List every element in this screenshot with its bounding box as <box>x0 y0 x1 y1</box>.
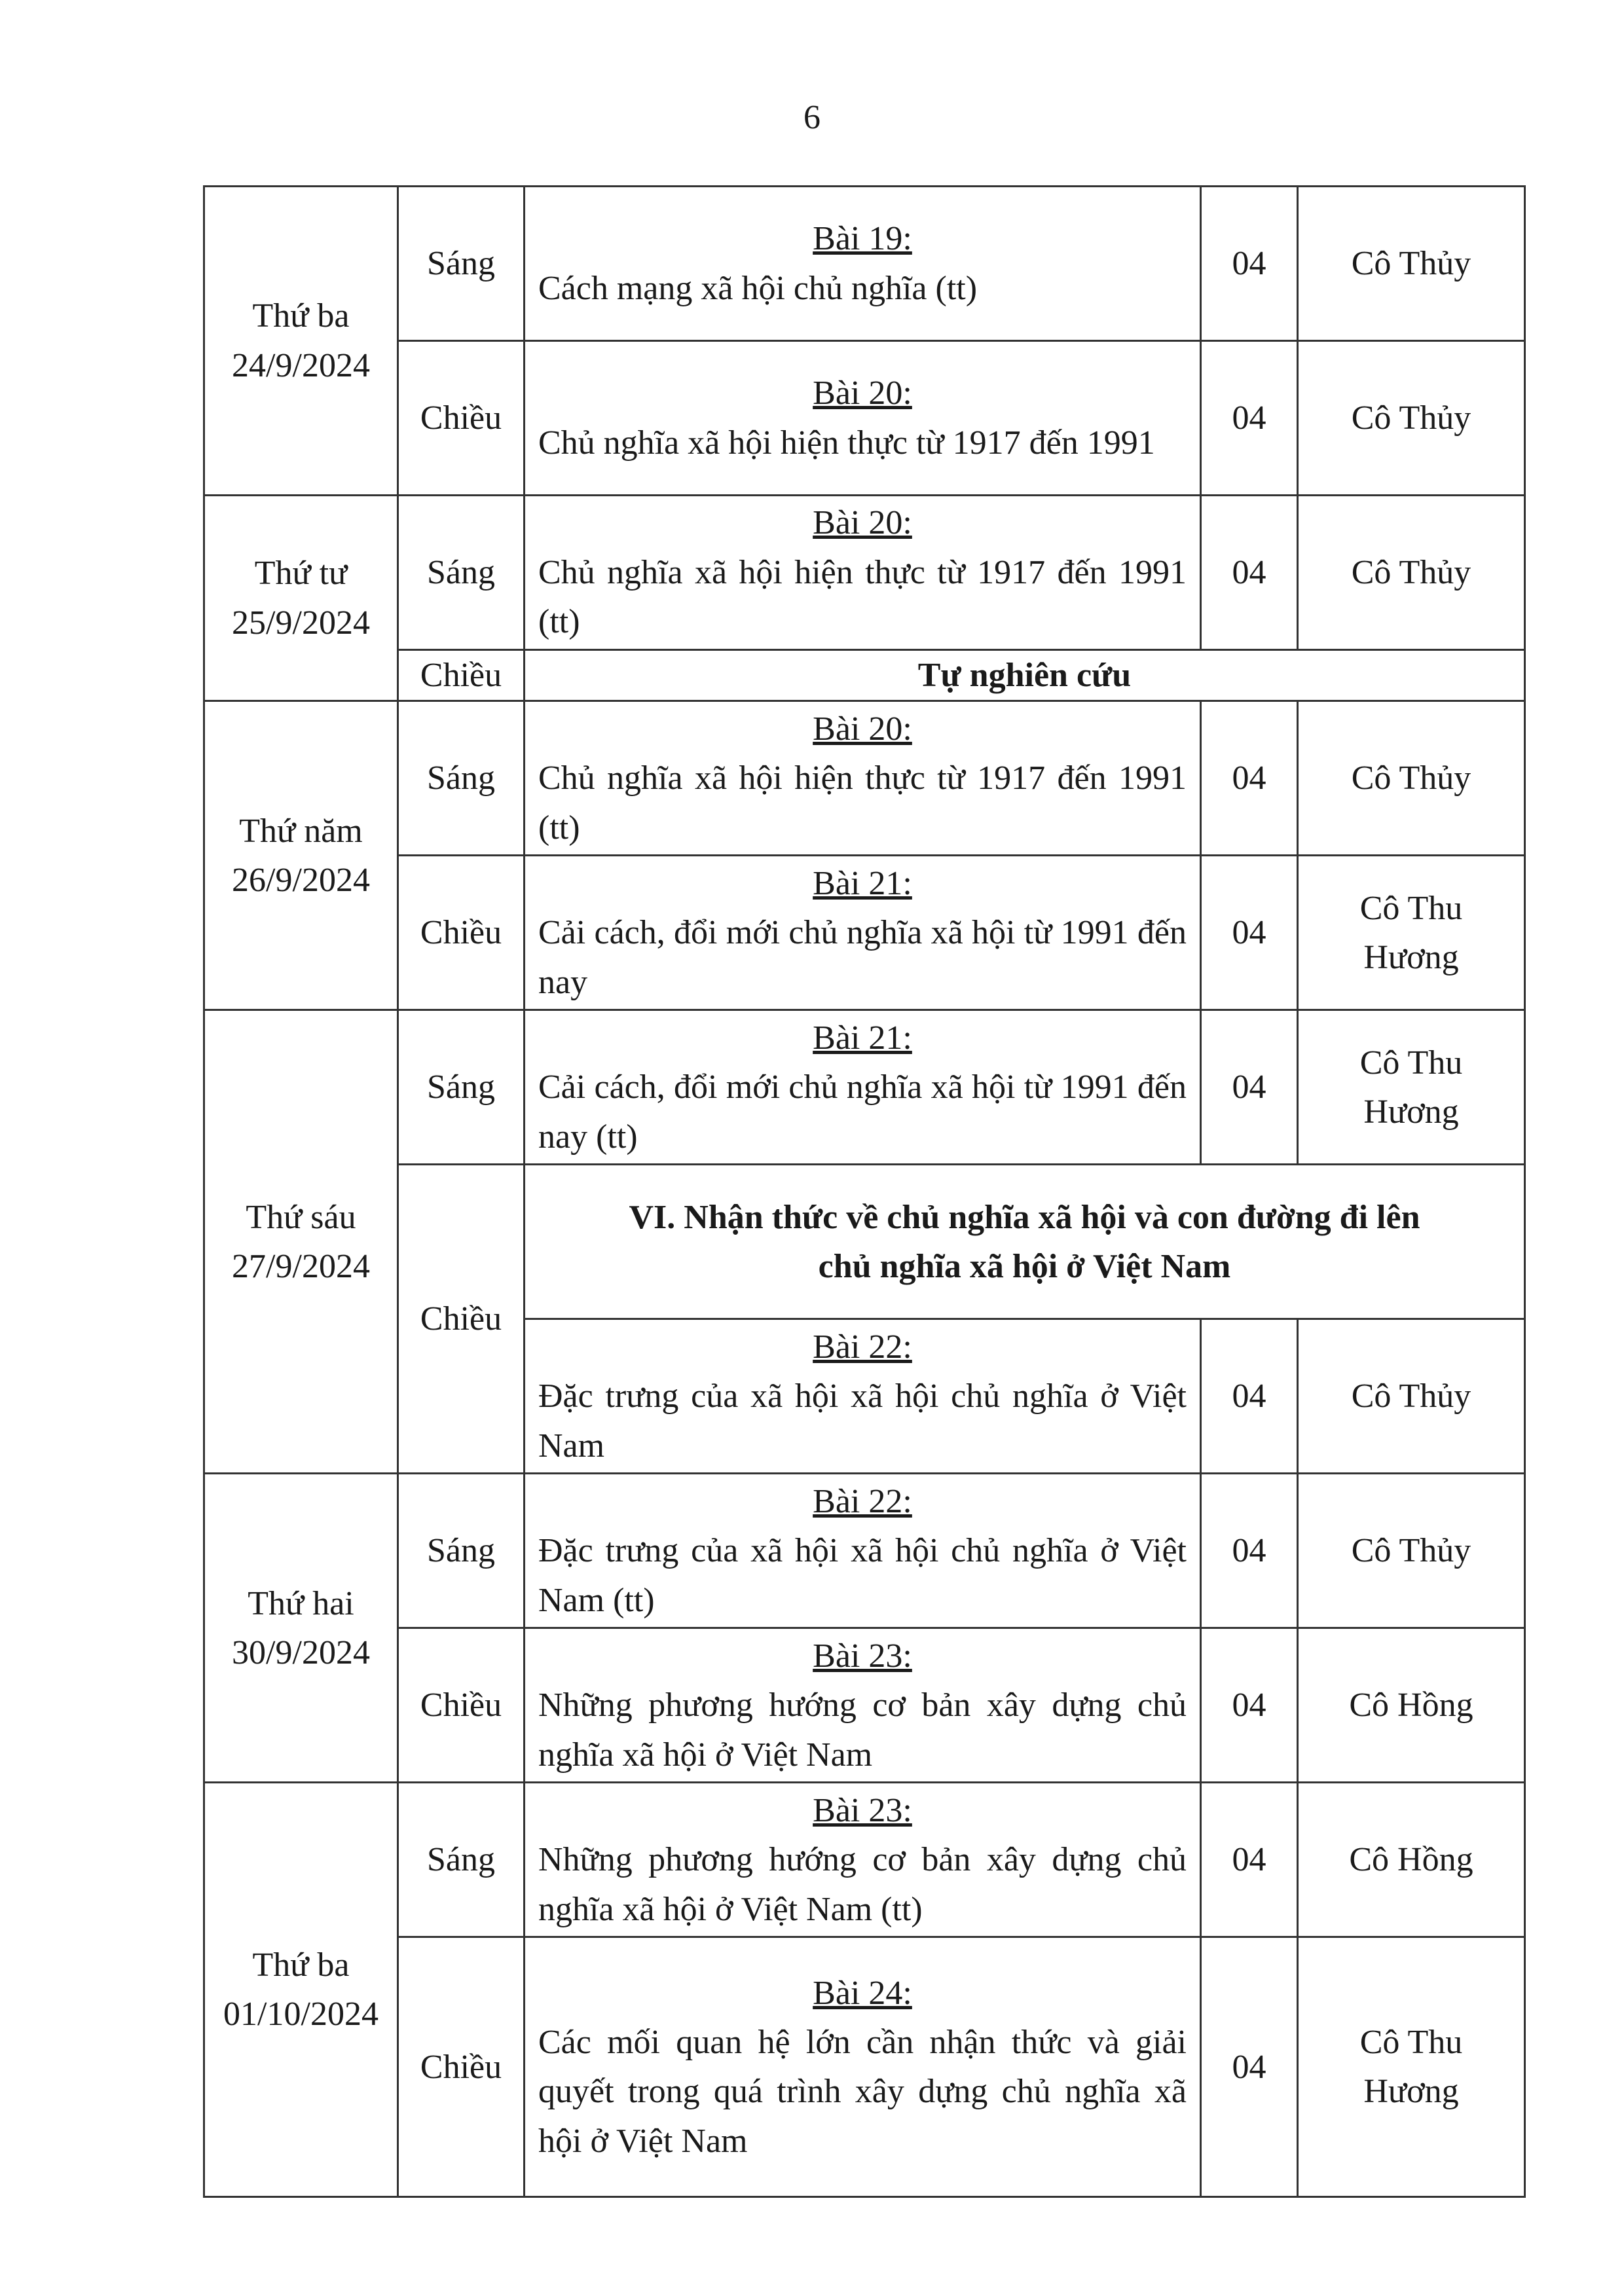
table-row <box>204 341 1525 496</box>
table-row <box>204 1165 1525 1319</box>
table-row <box>204 1474 1525 1628</box>
session-cell: Sáng <box>398 1783 525 1937</box>
lesson-number: Bài 23: <box>813 1791 912 1829</box>
lesson-number: Bài 20: <box>813 710 912 748</box>
table-row <box>204 1783 1525 1937</box>
table-row <box>204 1010 1525 1165</box>
periods-cell: 04 <box>1201 341 1298 496</box>
session-cell: Chiều <box>398 1165 525 1474</box>
session-cell: Chiều <box>398 341 525 496</box>
schedule-table <box>203 185 1526 2198</box>
teacher-cell: Cô Thu Hương <box>1298 1937 1525 2197</box>
lesson-title: Chủ nghĩa xã hội hiện thực từ 1917 đến 1991 (tt) <box>538 553 1187 641</box>
teacher-cell: Cô Thủy <box>1298 1474 1525 1628</box>
lesson-number: Bài 19: <box>813 220 912 258</box>
periods-cell: 04 <box>1201 1010 1298 1165</box>
self-study-cell: Tự nghiên cứu <box>525 650 1525 701</box>
lesson-title: Cách mạng xã hội chủ nghĩa (tt) <box>538 269 978 307</box>
session-cell: Sáng <box>398 496 525 650</box>
session-cell: Sáng <box>398 1010 525 1165</box>
periods-cell: 04 <box>1201 1319 1298 1474</box>
lesson-cell <box>525 1628 1201 1783</box>
table-row <box>204 650 1525 701</box>
teacher-cell: Cô Thủy <box>1298 341 1525 496</box>
teacher-cell: Cô Thủy <box>1298 496 1525 650</box>
lesson-cell <box>525 341 1201 496</box>
lesson-cell <box>525 1783 1201 1937</box>
session-cell: Sáng <box>398 1474 525 1628</box>
teacher-cell: Cô Hồng <box>1298 1628 1525 1783</box>
lesson-number: Bài 22: <box>813 1328 912 1366</box>
periods-cell: 04 <box>1201 496 1298 650</box>
table-row <box>204 1628 1525 1783</box>
lesson-title: Những phương hướng cơ bản xây dựng chủ nghĩa xã hội ở Việt Nam (tt) <box>538 1841 1187 1928</box>
teacher-cell: Cô Thu Hương <box>1298 1010 1525 1165</box>
day-cell: Thứ ba 24/9/2024 <box>204 187 398 496</box>
lesson-title: Đặc trưng của xã hội xã hội chủ nghĩa ở Việt Nam (tt) <box>538 1532 1187 1619</box>
periods-cell: 04 <box>1201 1937 1298 2197</box>
lesson-number: Bài 24: <box>813 1974 912 2012</box>
lesson-cell <box>525 496 1201 650</box>
day-cell: Thứ hai 30/9/2024 <box>204 1474 398 1783</box>
lesson-number: Bài 20: <box>813 504 912 542</box>
session-cell: Chiều <box>398 1628 525 1783</box>
lesson-title: Đặc trưng của xã hội xã hội chủ nghĩa ở Việt Nam <box>538 1377 1187 1465</box>
table-row <box>204 187 1525 341</box>
teacher-cell: Cô Thủy <box>1298 701 1525 856</box>
lesson-cell <box>525 1010 1201 1165</box>
periods-cell: 04 <box>1201 1474 1298 1628</box>
lesson-cell <box>525 701 1201 856</box>
lesson-number: Bài 20: <box>813 374 912 412</box>
lesson-number: Bài 21: <box>813 864 912 902</box>
lesson-title: Những phương hướng cơ bản xây dựng chủ nghĩa xã hội ở Việt Nam <box>538 1686 1187 1774</box>
lesson-title: Cải cách, đổi mới chủ nghĩa xã hội từ 1991 đến nay <box>538 914 1187 1001</box>
periods-cell: 04 <box>1201 701 1298 856</box>
periods-cell: 04 <box>1201 856 1298 1010</box>
section-heading: VI. Nhận thức về chủ nghĩa xã hội và con đường đi lên chủ nghĩa xã hội ở Việt Nam <box>525 1165 1525 1319</box>
periods-cell: 04 <box>1201 1628 1298 1783</box>
day-cell: Thứ sáu 27/9/2024 <box>204 1010 398 1474</box>
lesson-cell <box>525 1937 1201 2197</box>
session-cell: Sáng <box>398 701 525 856</box>
lesson-cell <box>525 856 1201 1010</box>
table-row <box>204 1937 1525 2197</box>
lesson-title: Chủ nghĩa xã hội hiện thực từ 1917 đến 1991 (tt) <box>538 759 1187 847</box>
periods-cell: 04 <box>1201 187 1298 341</box>
teacher-cell: Cô Thủy <box>1298 187 1525 341</box>
lesson-title: Các mối quan hệ lớn cần nhận thức và giải quyết trong quá trình xây dựng chủ nghĩa xã hội ở Việt Nam <box>538 2024 1187 2160</box>
teacher-cell: Cô Hồng <box>1298 1783 1525 1937</box>
day-cell: Thứ năm 26/9/2024 <box>204 701 398 1010</box>
periods-cell: 04 <box>1201 1783 1298 1937</box>
lesson-title: Cải cách, đổi mới chủ nghĩa xã hội từ 1991 đến nay (tt) <box>538 1068 1187 1156</box>
teacher-cell: Cô Thu Hương <box>1298 856 1525 1010</box>
table-row <box>204 856 1525 1010</box>
session-cell: Chiều <box>398 650 525 701</box>
lesson-title: Chủ nghĩa xã hội hiện thực từ 1917 đến 1991 <box>538 424 1155 462</box>
day-cell: Thứ ba 01/10/2024 <box>204 1783 398 2197</box>
day-cell: Thứ tư 25/9/2024 <box>204 496 398 701</box>
teacher-cell: Cô Thủy <box>1298 1319 1525 1474</box>
table-row <box>204 496 1525 650</box>
lesson-cell <box>525 1474 1201 1628</box>
lesson-number: Bài 22: <box>813 1482 912 1520</box>
lesson-cell <box>525 1319 1201 1474</box>
lesson-cell <box>525 187 1201 341</box>
page-number: 6 <box>803 99 821 136</box>
lesson-number: Bài 23: <box>813 1637 912 1675</box>
session-cell: Chiều <box>398 1937 525 2197</box>
lesson-number: Bài 21: <box>813 1019 912 1057</box>
table-row <box>204 701 1525 856</box>
session-cell: Sáng <box>398 187 525 341</box>
session-cell: Chiều <box>398 856 525 1010</box>
